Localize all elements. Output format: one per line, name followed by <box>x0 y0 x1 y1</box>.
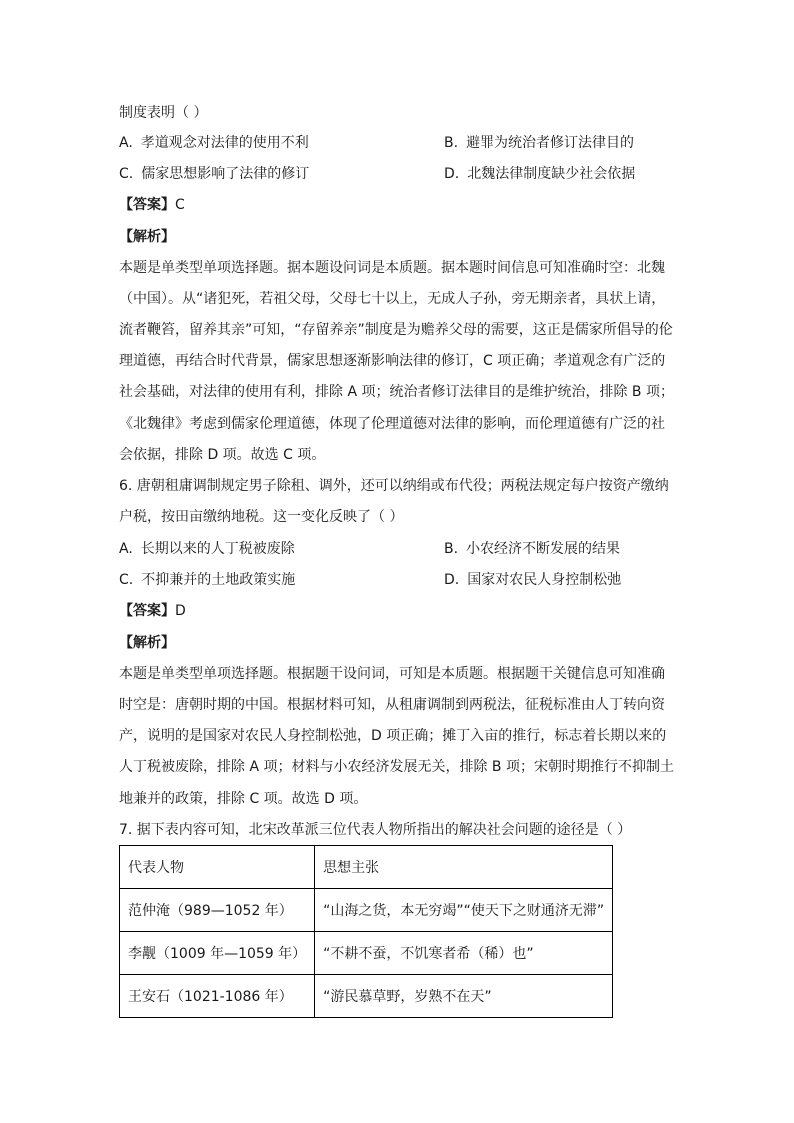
q6-analysis-line: 产，说明的是国家对农民人身控制松弛，D 项正确；摊丁入亩的推行，标志着长期以来的 <box>119 728 667 744</box>
q5-answer-label: 【答案】 <box>119 197 175 213</box>
q6-analysis-line: 地兼并的政策，排除 C 项。故选 D 项。 <box>119 791 368 807</box>
q5-option-d[interactable] <box>444 164 635 184</box>
table-row <box>120 975 613 1018</box>
q5-analysis-line: 《北魏律》考虑到儒家伦理道德，体现了伦理道德对法律的影响，而伦理道德有广泛的社 <box>119 416 665 432</box>
q6-option-b[interactable] <box>444 539 620 559</box>
q6-option-a-key: A. <box>119 541 133 557</box>
q6-stem-line: 户税，按田亩缴纳地税。这一变化反映了（ ） <box>119 509 404 525</box>
q5-option-b-key: B. <box>444 135 459 151</box>
q7-stem: 7. 据下表内容可知，北宋改革派三位代表人物所指出的解决社会问题的途径是（ ） <box>119 822 632 838</box>
q6-answer <box>119 601 186 621</box>
q5-analysis-line: 理道德，再结合时代背景，儒家思想逐渐影响法律的修订，C 项正确；孝道观念有广泛的 <box>119 353 666 369</box>
q6-option-c-text: 不抑兼并的土地政策实施 <box>141 572 296 588</box>
q5-answer <box>119 195 185 215</box>
table-header-cell: 思想主张 <box>315 846 613 889</box>
q5-option-a[interactable] <box>119 133 309 153</box>
q6-analysis-line: 时空是：唐朝时期的中国。根据材料可知，从租庸调制到两税法，征税标准由人丁转向资 <box>119 697 665 713</box>
q6-stem-line: 6. 唐朝租庸调制规定男子除租、调外，还可以纳绢或布代役；两税法规定每户按资产缴纳 <box>119 478 669 494</box>
q6-option-b-key: B. <box>444 541 459 557</box>
q6-option-d-key: D. <box>444 572 460 588</box>
table-cell: 王安石（1021-1086 年） <box>120 975 315 1018</box>
q5-analysis-line: 社会基础，对法律的使用有利，排除 A 项；统治者修订法律目的是维护统治，排除 B 项； <box>119 384 674 400</box>
q6-answer-label: 【答案】 <box>119 603 175 619</box>
q7-table <box>119 845 613 1018</box>
q6-answer-value: D <box>175 603 186 619</box>
table-row <box>120 889 613 932</box>
q6-analysis-line: 人丁税被废除，排除 A 项；材料与小农经济发展无关，排除 B 项；宋朝时期推行不抑制土 <box>119 759 674 775</box>
table-cell: “不耕不蚕，不饥寒者希（稀）也” <box>315 932 613 975</box>
q5-option-a-key: A. <box>119 135 133 151</box>
table-cell: 李觏（1009 年—1059 年） <box>120 932 315 975</box>
q5-option-c-text: 儒家思想影响了法律的修订 <box>141 166 310 182</box>
q5-analysis-line: 流者鞭笞，留养其亲”可知，“存留养亲”制度是为赡养父母的需要，这正是儒家所倡导的伦 <box>119 322 673 338</box>
q6-option-a-text: 长期以来的人丁税被废除 <box>140 541 295 557</box>
q5-option-b-text: 避罪为统治者修订法律目的 <box>466 135 635 151</box>
table-header-row <box>120 846 613 889</box>
q5-option-b[interactable] <box>444 133 634 153</box>
table-row <box>120 932 613 975</box>
q5-analysis-line: 本题是单类型单项选择题。据本题设问词是本质题。据本题时间信息可知准确时空：北魏 <box>119 260 665 276</box>
q6-analysis-line: 本题是单类型单项选择题。根据题干设问词，可知是本质题。根据题干关键信息可知准确 <box>119 666 665 682</box>
q5-analysis-line: （中国）。从“诸犯死，若祖父母，父母七十以上，无成人子孙，旁无期亲者，具状上请， <box>119 291 666 307</box>
q6-option-d[interactable] <box>444 570 621 590</box>
q5-option-d-text: 北魏法律制度缺少社会依据 <box>467 166 636 182</box>
q5-option-c[interactable] <box>119 164 309 184</box>
table-cell: “山海之货，本无穷竭”“使天下之财通济无滞” <box>315 889 613 932</box>
q6-option-c[interactable] <box>119 570 295 590</box>
q6-option-c-key: C. <box>119 572 134 588</box>
q5-option-a-text: 孝道观念对法律的使用不利 <box>140 135 309 151</box>
q5-option-d-key: D. <box>444 166 460 182</box>
q5-analysis-line: 会依据，排除 D 项。故选 C 项。 <box>119 447 326 463</box>
q5-stem-tail: 制度表明（ ） <box>119 105 208 121</box>
table-cell: “游民慕草野，岁熟不在天” <box>315 975 613 1018</box>
q6-analysis-label: 【解析】 <box>119 635 175 651</box>
q6-option-d-text: 国家对农民人身控制松弛 <box>467 572 622 588</box>
q5-analysis-label: 【解析】 <box>119 229 175 245</box>
q6-option-a[interactable] <box>119 539 295 559</box>
table-header-cell: 代表人物 <box>120 846 315 889</box>
q6-option-b-text: 小农经济不断发展的结果 <box>466 541 621 557</box>
q5-option-c-key: C. <box>119 166 134 182</box>
q5-answer-value: C <box>175 197 185 213</box>
table-cell: 范仲淹（989—1052 年） <box>120 889 315 932</box>
